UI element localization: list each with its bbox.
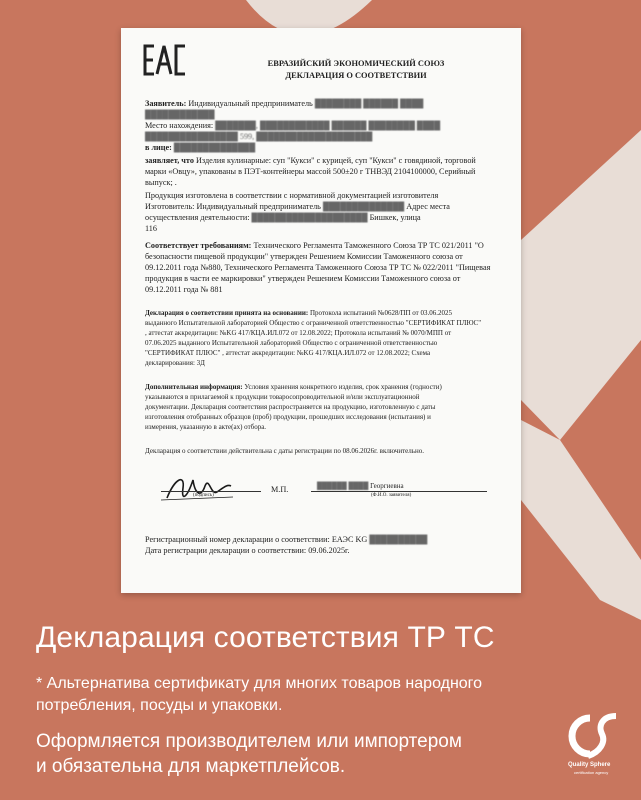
note-line-1: * Альтернатива сертификату для многих товаров народного — [36, 675, 483, 692]
product-line-3: выпуск; . — [145, 178, 177, 187]
applicant-label: Заявитель: — [145, 99, 187, 108]
redacted-id: ████████████ — [145, 110, 215, 119]
person-label: в лице: — [145, 143, 172, 152]
requirements-line-1: Технического Регламента Таможенного Союза ТР ТС 021/2011 "О — [253, 241, 484, 250]
requirements-line-2: безопасности пищевой продукции" утвержден Решением Комиссии Таможенного союза от — [145, 252, 463, 261]
requirements-line-3: 09.12.2011 года №880, Технического Регламента Таможенного Союза ТР ТС № 022/2011 "Пищевая — [145, 263, 491, 272]
redacted-address: ███████, ████████████ ██████ ████████ ████ — [215, 121, 441, 130]
manufacturer-line-2: осуществления деятельности: — [145, 213, 250, 222]
basis-line-1: Протокола испытаний №0628/ПП от 03.06.2025 — [310, 309, 452, 317]
product-line-2: марки «Овцу», упакованы в ПЭТ-контейнеры массой 500±20 г ТНВЭД 2104100000, Серийный — [145, 167, 476, 176]
eac-logo-icon — [143, 42, 187, 78]
name-line — [311, 491, 487, 492]
declares-label: заявляет, что — [145, 156, 194, 165]
applicant-text: Индивидуальный предприниматель — [188, 99, 313, 108]
manufacturer-line-3: 116 — [145, 224, 157, 233]
reg-date-line: Дата регистрации декларации о соответствии: 09.06.2025г. — [145, 546, 350, 555]
manufacturer-line-2b: Бишкек, улица — [369, 213, 421, 222]
redacted-reg-number: ██████████ — [369, 535, 428, 544]
manufacturer-line-1: Изготовитель: Индивидуальный предприниматель — [145, 202, 321, 211]
page-title: Декларация соответствия ТР ТС — [36, 621, 495, 654]
product-line-1: Изделия кулинарные: суп "Кукси" с курицей, суп "Кукси" с говядиной, торговой — [195, 156, 476, 165]
signature-caption: (подпись) — [193, 493, 214, 498]
declaration-document — [121, 28, 521, 593]
redacted-signatory: ██████ ████ — [317, 482, 369, 490]
brand-name: Quality Sphere — [568, 762, 611, 768]
basis-line-4: 07.06.2025 выданного Испытательной лабораторией Общество с ограниченной ответственностью — [145, 339, 438, 347]
body-line-1: Оформляется производителем или импортером — [36, 731, 462, 752]
stamp-label: М.П. — [271, 485, 289, 494]
basis-line-3: , аттестат аккредитации: №KG 417/КЦА.ИЛ.072 от 12.08.2022; Протокола испытаний № 0070/МПП от — [145, 329, 452, 337]
basis-label: Декларация о соответствии принята на основании: — [145, 309, 309, 317]
note-line-2: потребления, посуды и упаковки. — [36, 697, 283, 714]
info-line-5: измерения, указанную в акте(ах) отбора. — [145, 423, 267, 431]
info-label: Дополнительная информация: — [145, 383, 243, 391]
basis-line-6: декларирования: 3Д — [145, 359, 205, 367]
info-line-1: Условия хранения конкретного изделия, срок хранения (годности) — [244, 383, 442, 391]
basis-line-2: выданного Испытательной лабораторией Общество с ограниченной ответственностью "СЕРТИФИКАТ ПЛЮС" — [145, 319, 482, 327]
quality-sphere-logo-icon — [566, 712, 626, 762]
brand-logo — [566, 712, 626, 782]
name-caption: (Ф.И.О. заявителя) — [371, 493, 412, 498]
reg-number-line: Регистрационный номер декларации о соответствии: ЕАЭС KG — [145, 535, 368, 544]
signature-image — [157, 468, 237, 508]
header-line-1: ЕВРАЗИЙСКИЙ ЭКОНОМИЧЕСКИЙ СОЮЗ — [267, 59, 445, 68]
redacted-activity-address: ████████████████████ — [251, 213, 368, 222]
info-line-2: указываются в прилагаемой к продукции товаросопроводительной и/или эксплуатационной — [145, 393, 420, 401]
basis-line-5: "СЕРТИФИКАТ ПЛЮС" , аттестат аккредитации: №KG 417/КЦА.ИЛ.072 от 12.08.2022; Схема — [145, 349, 431, 357]
redacted-manufacturer: ██████████████ — [322, 202, 405, 211]
header-line-2: ДЕКЛАРАЦИЯ О СООТВЕТСТВИИ — [285, 71, 427, 80]
requirements-line-4: продукция в части ее маркировки" утвержден Решением Комиссии Таможенного союза от — [145, 274, 461, 283]
redacted-person: ██████████████ — [173, 143, 256, 152]
signature-line — [161, 491, 261, 492]
manufacturer-line-1b: Адрес места — [406, 202, 450, 211]
info-line-4: изготовления отобранных образцов (проб) продукции, прошедших исследования (испытания) и — [145, 413, 431, 421]
validity-line: Декларация о соответствии действительна с даты регистрации по 08.06.2026г. включительно. — [145, 447, 424, 455]
info-line-3: документации. Декларация соответствия распространяется на продукцию, изготовленную с даты — [145, 403, 436, 411]
requirements-label: Соответствует требованиям: — [145, 241, 252, 250]
signatory-name: Георгиевна — [370, 482, 404, 490]
redacted-contacts: ████████████████ 599, ████████████████████ — [145, 132, 373, 141]
brand-tagline: certification agency — [574, 770, 609, 775]
made-line: Продукция изготовлена в соответствии с нормативной документацией изготовителя — [145, 191, 439, 200]
body-line-2: и обязательна для маркетплейсов. — [36, 756, 346, 777]
redacted-name: ████████ ██████ ████ — [314, 99, 424, 108]
address-label: Место нахождения: — [145, 121, 214, 130]
requirements-line-5: 09.12.2011 года № 881 — [145, 285, 223, 294]
